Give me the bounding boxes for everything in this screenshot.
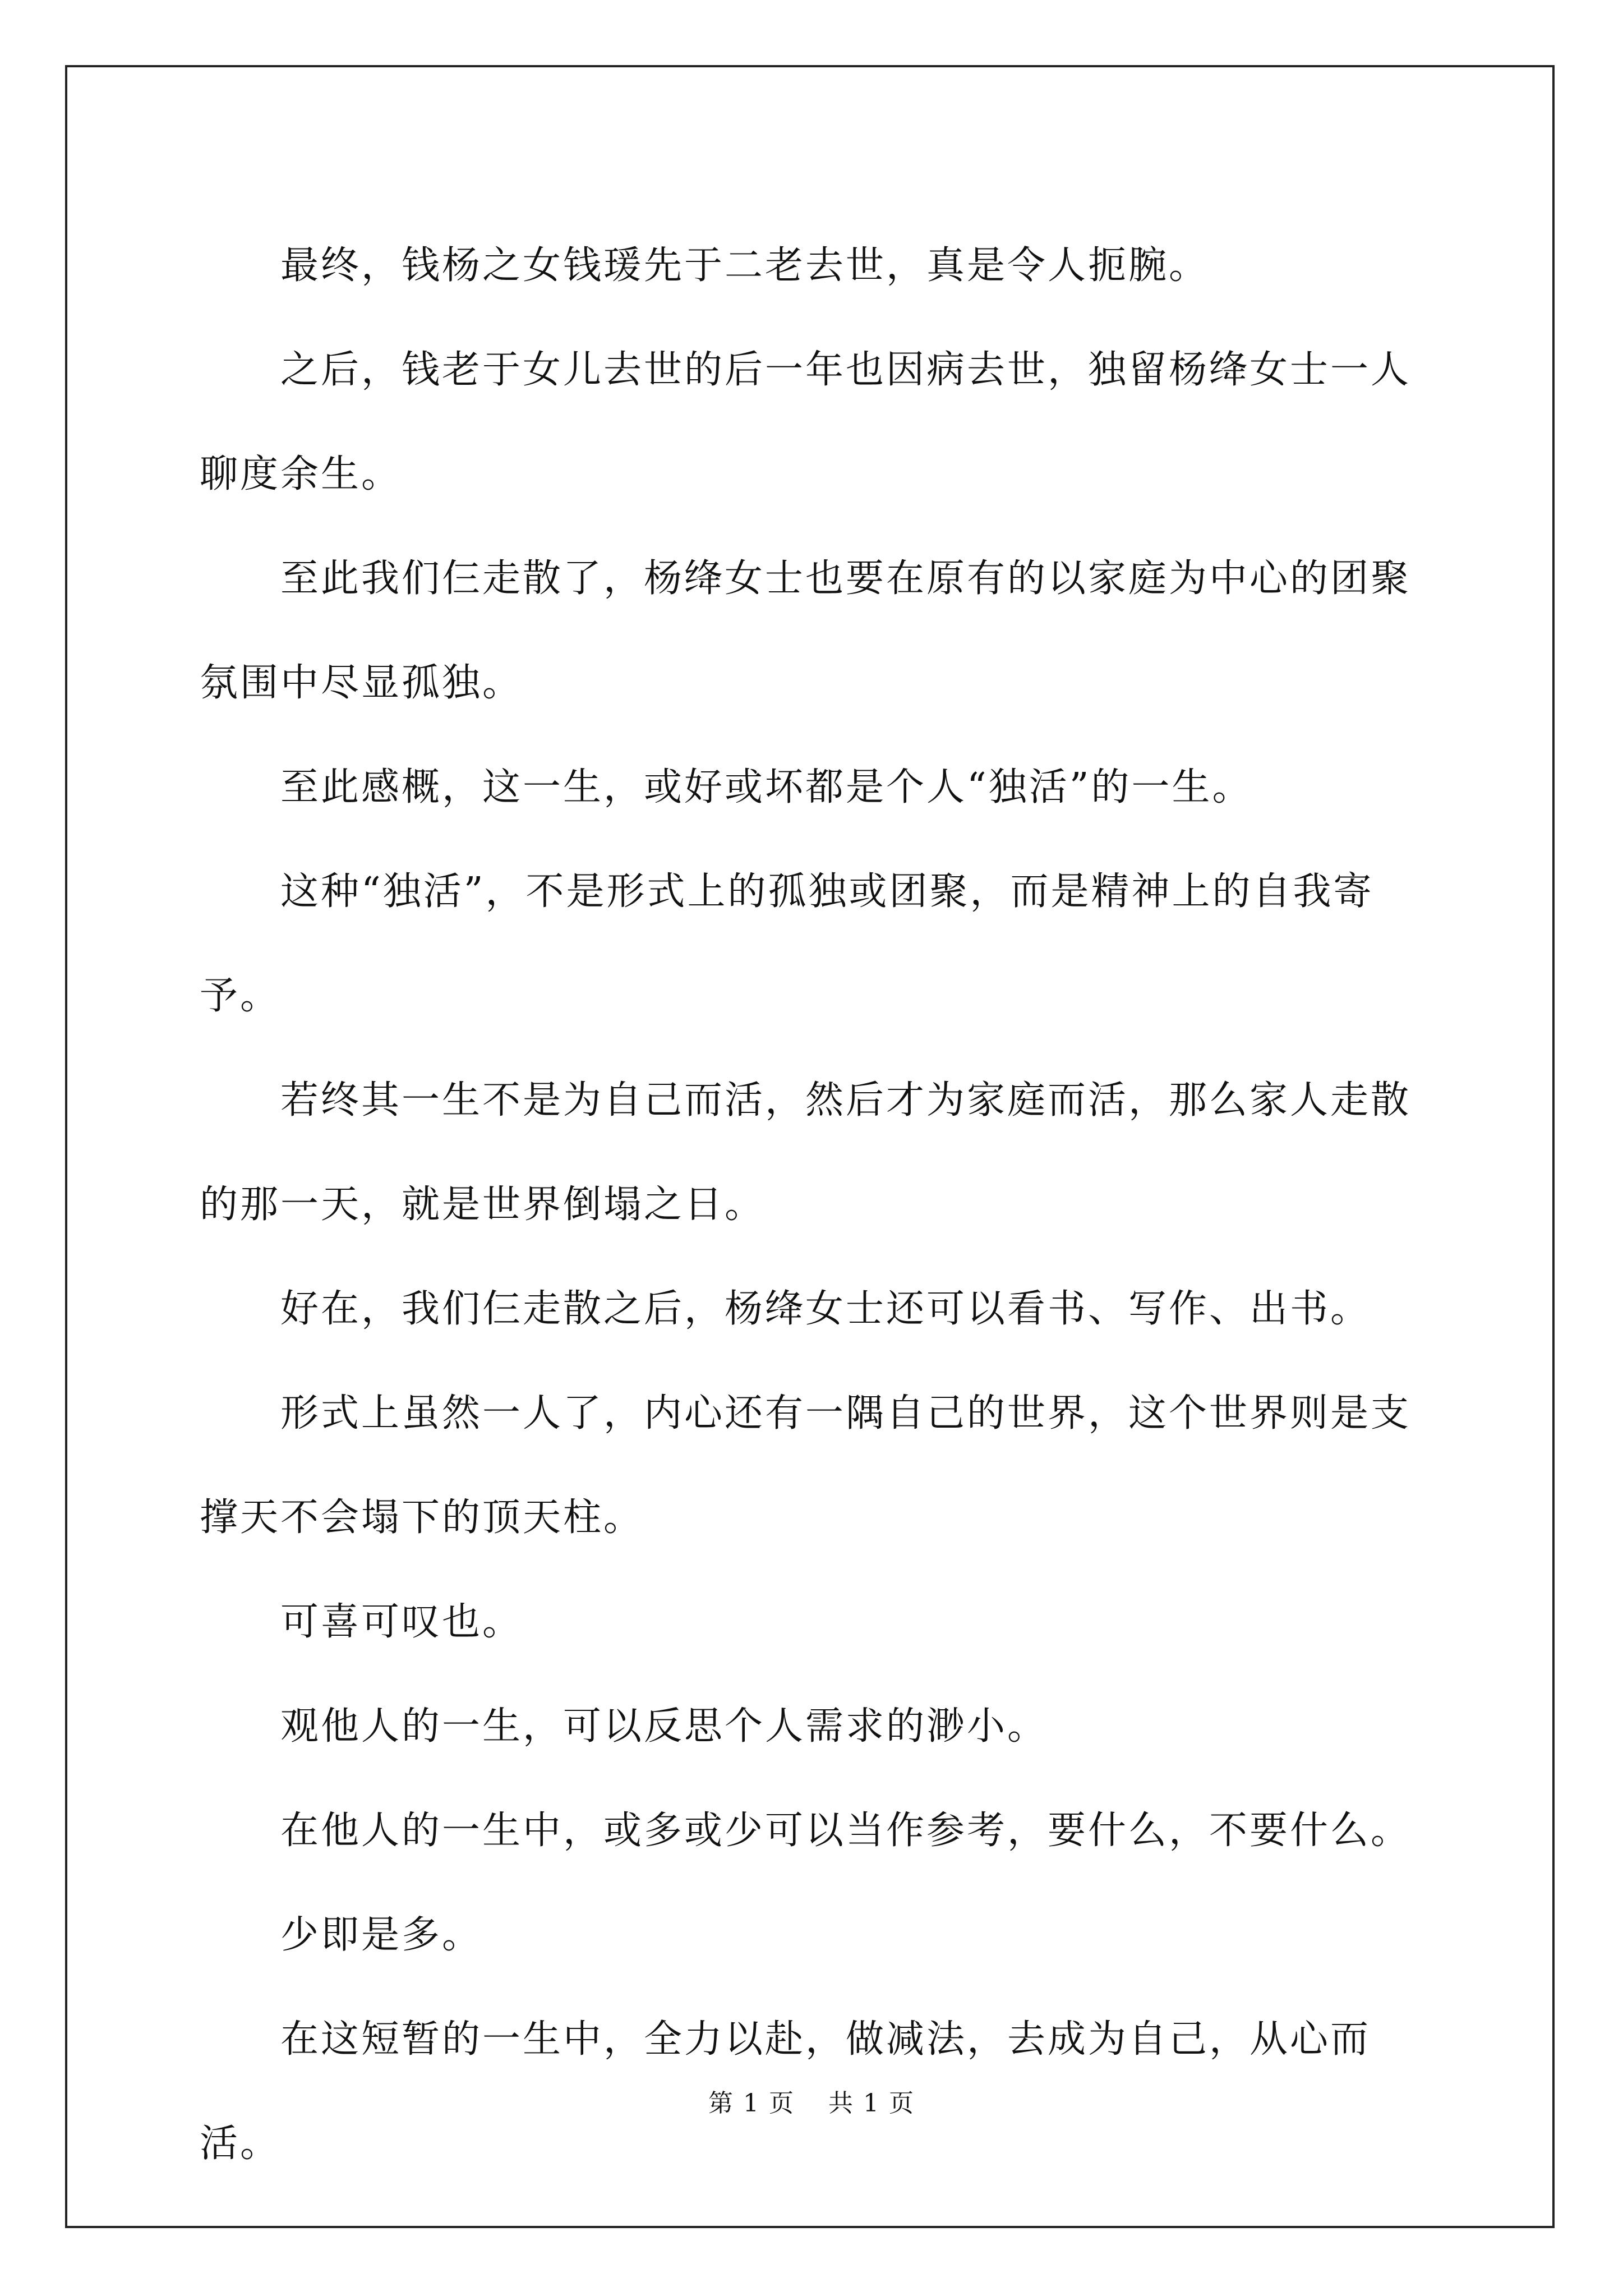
paragraph: 在这短暂的一生中，全力以赴，做减法，去成为自己，从心而活。 bbox=[200, 2017, 1371, 2166]
paragraph: 至此感概，这一生，或好或坏都是个人“独活”的一生。 bbox=[280, 765, 1253, 809]
page-footer bbox=[0, 2087, 1623, 2120]
paragraph: 至此我们仨走散了，杨绛女士也要在原有的以家庭为中心的团聚氛围中尽显孤独。 bbox=[200, 556, 1412, 705]
paragraph: 之后，钱老于女儿去世的后一年也因病去世，独留杨绛女士一人聊度余生。 bbox=[200, 348, 1412, 496]
paragraph: 观他人的一生，可以反思个人需求的渺小。 bbox=[280, 1704, 1048, 1749]
paragraph: 少即是多。 bbox=[280, 1913, 483, 1957]
paragraph: 形式上虽然一人了，内心还有一隅自己的世界，这个世界则是支撑天不会塌下的顶天柱。 bbox=[200, 1391, 1412, 1540]
paragraph: 好在，我们仨走散之后，杨绛女士还可以看书、写作、出书。 bbox=[280, 1287, 1371, 1331]
paragraph: 这种“独活”，不是形式上的孤独或团聚，而是精神上的自我寄予。 bbox=[200, 869, 1374, 1018]
document-body bbox=[200, 214, 1433, 2196]
paragraph: 在他人的一生中，或多或少可以当作参考，要什么，不要什么。 bbox=[280, 1809, 1412, 1853]
paragraph: 最终，钱杨之女钱瑗先于二老去世，真是令人扼腕。 bbox=[280, 243, 1210, 288]
paragraph: 可喜可叹也。 bbox=[280, 1600, 523, 1644]
page-number-total: 共 1 页 bbox=[828, 2089, 915, 2118]
page-number-current: 第 1 页 bbox=[708, 2089, 795, 2118]
paragraph: 若终其一生不是为自己而活，然后才为家庭而活，那么家人走散的那一天，就是世界倒塌之日。 bbox=[200, 1078, 1412, 1227]
